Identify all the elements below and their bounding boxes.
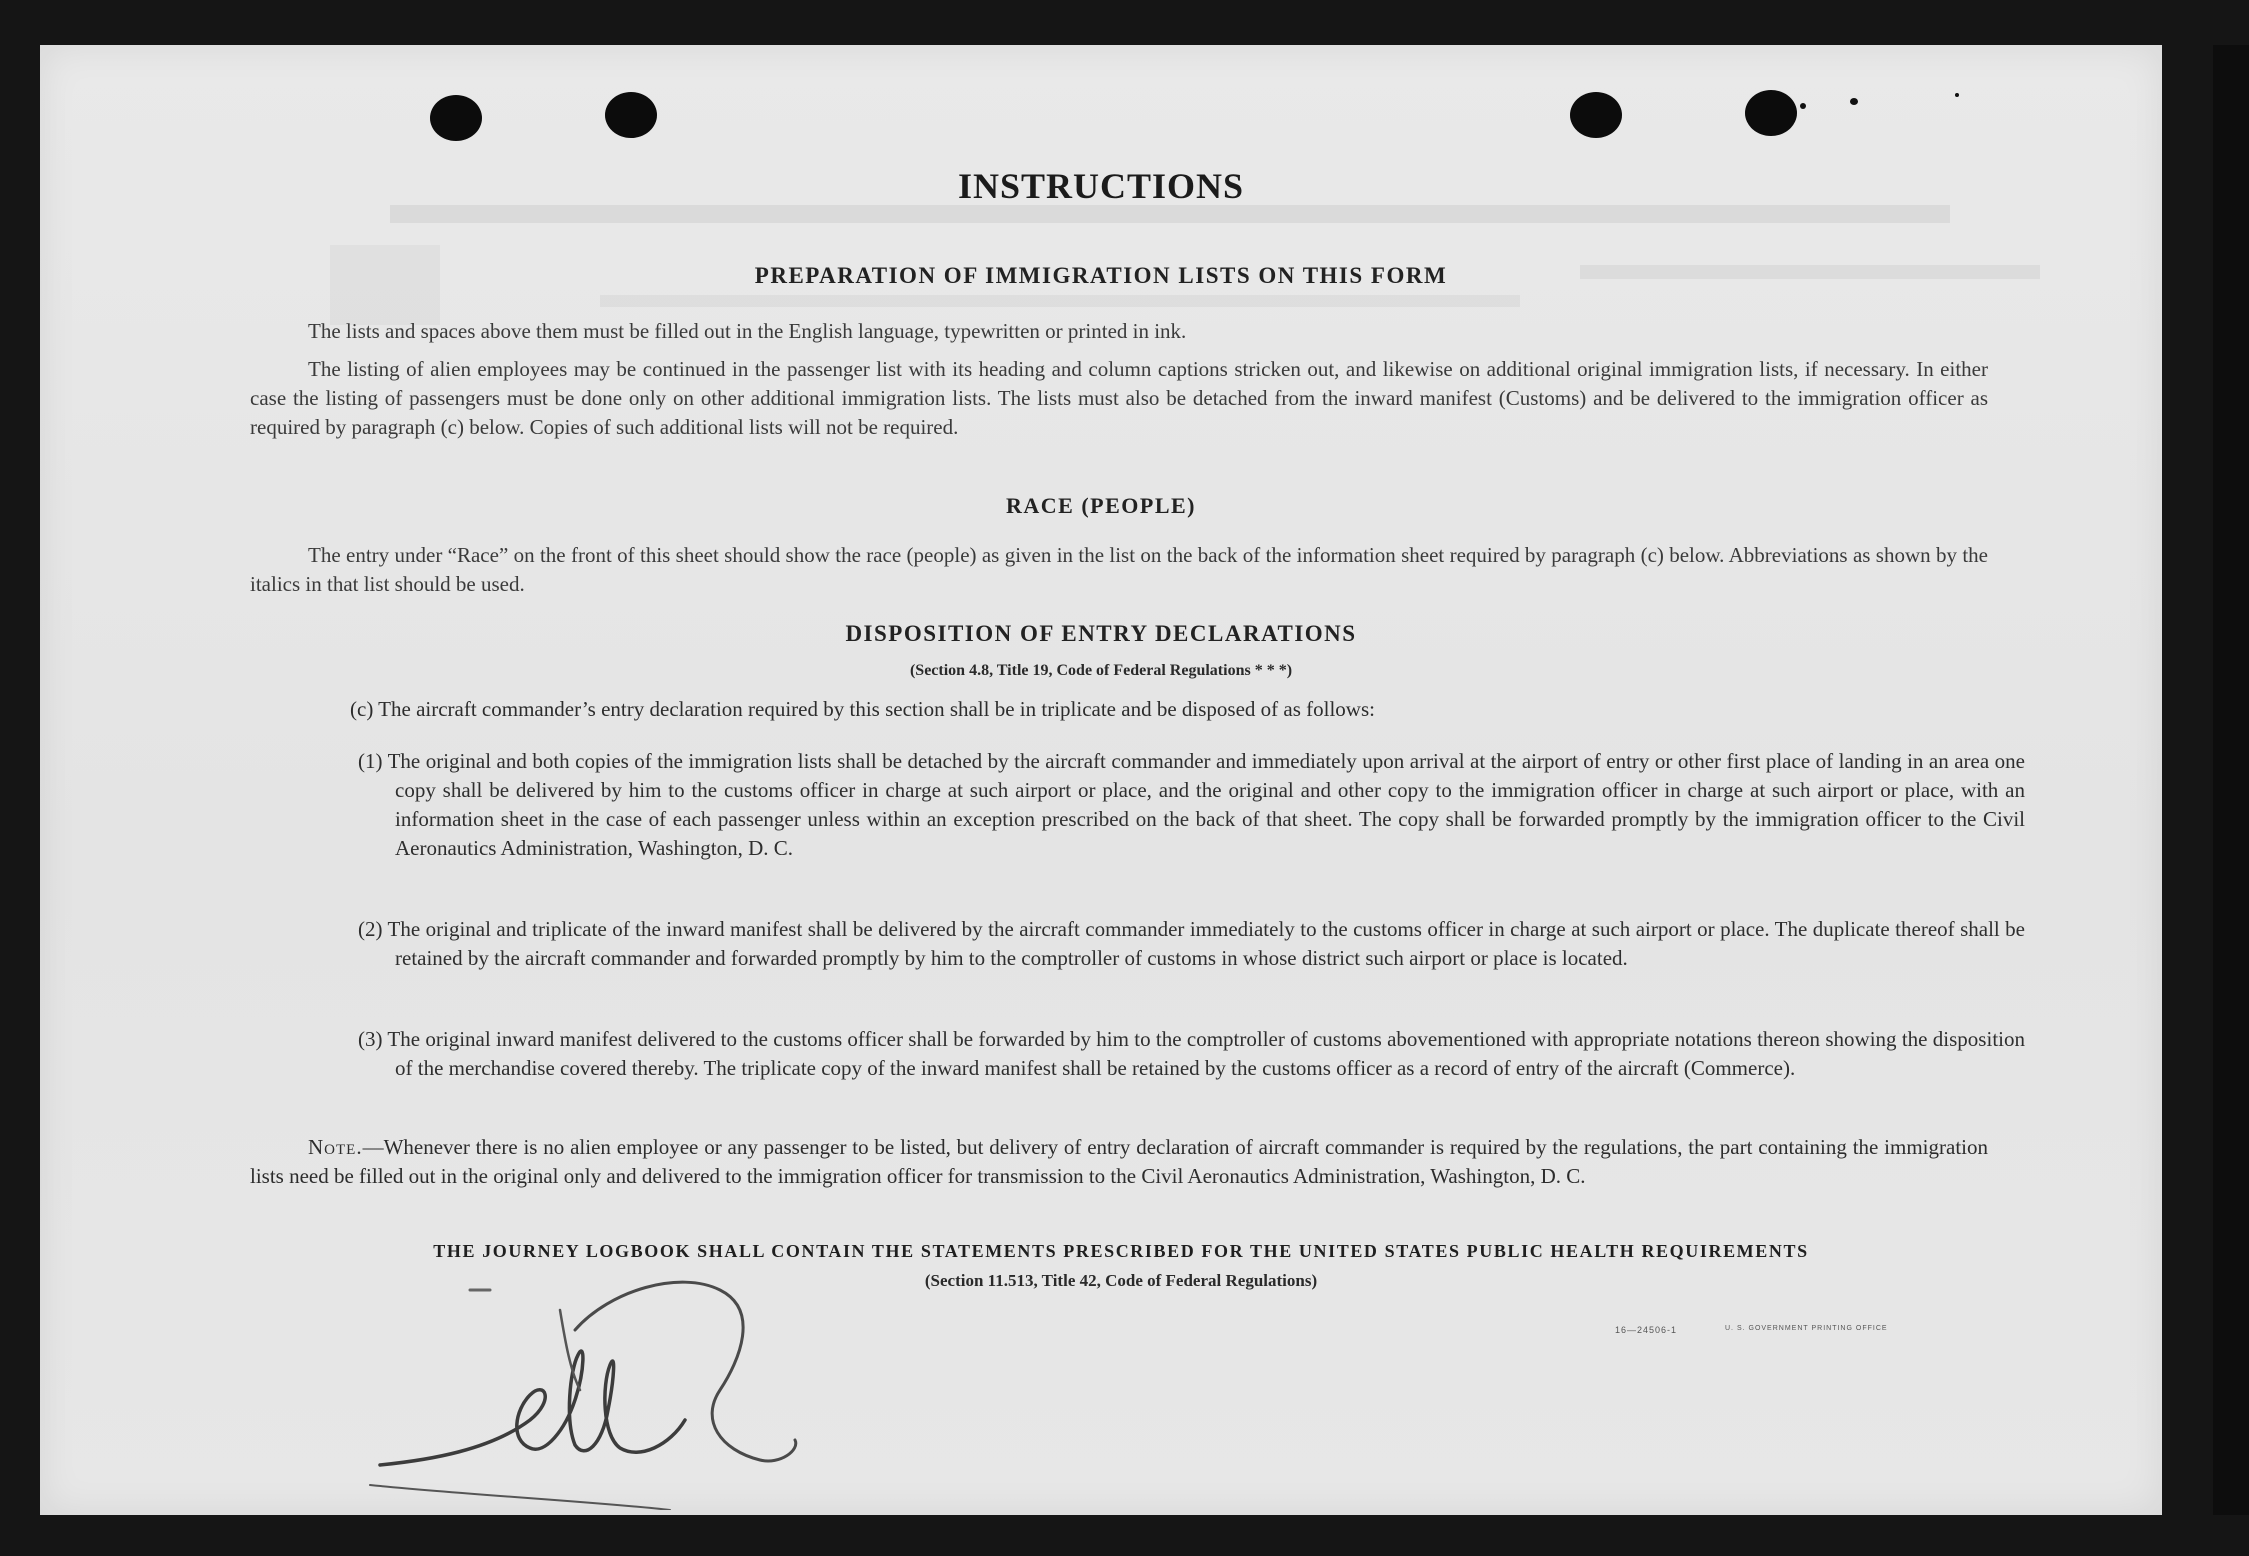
preparation-paragraph-1: The lists and spaces above them must be filled out in the English language, typewritten or printed in ink. [308, 319, 1187, 343]
punch-hole [605, 92, 657, 138]
handwritten-signature [340, 1270, 820, 1510]
disposition-item-1: (1) The original and both copies of the immigration lists shall be detached by the aircraft commander and immediately upon arrival at the airport of entry or other first place of landing in an area one copy shall be delivered by him to the customs officer in charge at such airport or place, and the original and other copy to the immigration officer in charge at such airport or place, with an information sheet in the case of each passenger unless within an exception prescribed on the back of that sheet. The copy shall be forwarded promptly by the immigration officer to the Civil Aeronautics Administration, Washington, D. C. [358, 749, 2025, 860]
printer-imprint: U. S. GOVERNMENT PRINTING OFFICE [1725, 1325, 1888, 1332]
race-paragraph: The entry under “Race” on the front of this sheet should show the race (people) as given in the list on the back of the information sheet required by paragraph (c) below. Abbreviations as shown by the italics in that list should be used. [250, 543, 1988, 596]
punch-hole [1745, 90, 1797, 136]
ink-speck [1850, 98, 1858, 105]
note-label: Note. [308, 1135, 363, 1159]
note-text: —Whenever there is no alien employee or any passenger to be listed, but delivery of entry declaration of aircraft commander is required by the regulations, the part containing the immigration lists need be filled out in the original only and delivered to the immigration officer for transmission to the Civil Aeronautics Administration, Washington, D. C. [250, 1135, 1988, 1188]
logbook-statement: THE JOURNEY LOGBOOK SHALL CONTAIN THE STATEMENTS PRESCRIBED FOR THE UNITED STATES PUBLIC HEALTH REQUIREMENTS [433, 1241, 1809, 1261]
disposition-item-3: (3) The original inward manifest delivered to the customs officer shall be forwarded by him to the comptroller of customs abovementioned with appropriate notations thereon showing the disposition of the merchandise covered thereby. The triplicate copy of the inward manifest shall be retained by the customs officer as a record of entry of the aircraft (Commerce). [358, 1027, 2025, 1080]
punch-hole [430, 95, 482, 141]
page-title: INSTRUCTIONS [957, 166, 1245, 206]
preparation-paragraph-2: The listing of alien employees may be continued in the passenger list with its heading and column captions stricken out, and likewise on additional original immigration lists, if necessary. In either case the listing of passengers must be done only on other additional immigration lists. The lists must also be detached from the inward manifest (Customs) and be delivered to the immigration officer as required by paragraph (c) below. Copies of such additional lists will not be required. [250, 357, 1988, 439]
disposition-item-2: (2) The original and triplicate of the inward manifest shall be delivered by the aircraft commander immediately to the customs officer in charge at such airport or place. The duplicate thereof shall be retained by the aircraft commander and forwarded promptly by him to the comptroller of customs in whose district such airport or place is located. [358, 917, 2025, 970]
form-number: 16—24506-1 [1615, 1325, 1678, 1335]
ink-speck [1955, 93, 1959, 97]
race-heading: RACE (PEOPLE) [1006, 493, 1196, 518]
ink-speck [1800, 103, 1806, 109]
disposition-citation: (Section 4.8, Title 19, Code of Federal Regulations * * *) [909, 662, 1293, 679]
logbook-citation: (Section 11.513, Title 42, Code of Federal Regulations) [924, 1271, 1318, 1290]
disposition-heading: DISPOSITION OF ENTRY DECLARATIONS [845, 621, 1357, 646]
note-paragraph [250, 1133, 1988, 1191]
preparation-heading: PREPARATION OF IMMIGRATION LISTS ON THIS FORM [754, 263, 1448, 288]
punch-hole [1570, 92, 1622, 138]
scan-border [2213, 45, 2249, 1515]
document-page [40, 45, 2162, 1515]
disposition-intro: (c) The aircraft commander’s entry declaration required by this section shall be in triplicate and be disposed of as follows: [350, 697, 1375, 721]
